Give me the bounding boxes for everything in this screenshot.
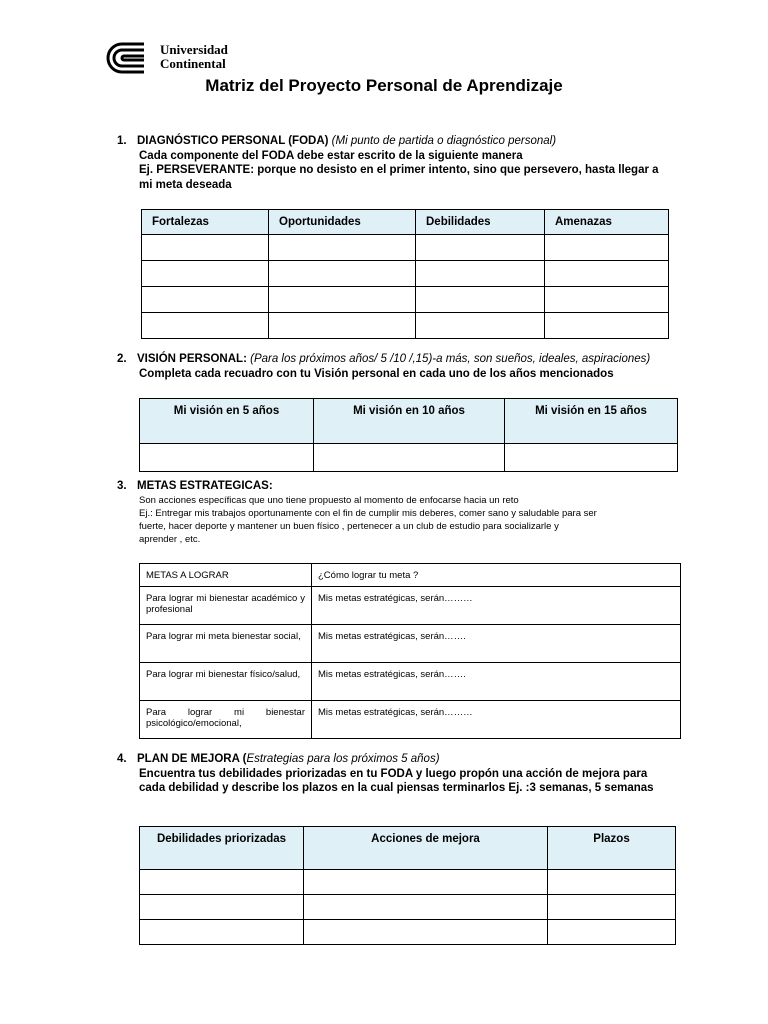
foda-cell[interactable]: [545, 261, 669, 287]
foda-cell[interactable]: [269, 261, 416, 287]
foda-cell[interactable]: [416, 287, 545, 313]
table-row: [142, 235, 669, 261]
strategy-cell[interactable]: Mis metas estratégicas, serán………: [312, 701, 681, 739]
foda-cell[interactable]: [416, 235, 545, 261]
vision-cell[interactable]: [505, 444, 678, 472]
section-1-text: 1. DIAGNÓSTICO PERSONAL (FODA) (Mi punto de partida o diagnóstico personal) Cada componente del FODA debe estar escrito de la siguiente manera Ej. PERSEVERANTE: porque no desisto en el primer intento, sino que persevero, hasta llegar a mi meta deseada: [117, 135, 659, 191]
plan-cell[interactable]: [548, 895, 676, 920]
university-name: Universidad Continental: [160, 42, 228, 71]
foda-cell[interactable]: [142, 287, 269, 313]
table-row: [142, 261, 669, 287]
foda-cell[interactable]: [416, 261, 545, 287]
foda-cell[interactable]: [142, 235, 269, 261]
plan-cell[interactable]: [548, 920, 676, 945]
section-4-text: 4. PLAN DE MEJORA (Estrategias para los próximos 5 años) Encuentra tus debilidades priorizadas en tu FODA y luego propón una acción de mejora para cada debilidad y describe los plazos en la cual piensas terminarlos Ej. :3 semanas, 5 semanas: [117, 753, 654, 794]
foda-cell[interactable]: [269, 287, 416, 313]
goal-cell: Para lograr mi bienestar psicológico/emocional,: [140, 701, 312, 739]
foda-cell[interactable]: [142, 261, 269, 287]
column-header-metas: METAS A LOGRAR: [140, 564, 312, 587]
column-header-oportunidades: Oportunidades: [269, 210, 416, 235]
table-row: [142, 287, 669, 313]
column-header-amenazas: Amenazas: [545, 210, 669, 235]
vision-cell[interactable]: [140, 444, 314, 472]
goal-cell: Para lograr mi meta bienestar social,: [140, 625, 312, 663]
section-3-text: 3. METAS ESTRATEGICAS:: [117, 480, 273, 492]
column-header-vision-10: Mi visión en 10 años: [314, 399, 505, 444]
column-header-como: ¿Cómo lograr tu meta ?: [312, 564, 681, 587]
plan-cell[interactable]: [140, 920, 304, 945]
foda-cell[interactable]: [545, 287, 669, 313]
strategy-cell[interactable]: Mis metas estratégicas, serán…….: [312, 625, 681, 663]
university-logo-icon: [104, 40, 154, 76]
column-header-fortalezas: Fortalezas: [142, 210, 269, 235]
plan-cell[interactable]: [548, 870, 676, 895]
table-row: [140, 587, 681, 625]
table-row: [140, 625, 681, 663]
metas-table: [139, 563, 681, 739]
foda-cell[interactable]: [545, 235, 669, 261]
plan-mejora-table: [139, 826, 676, 945]
table-row: [140, 895, 676, 920]
column-header-vision-5: Mi visión en 5 años: [140, 399, 314, 444]
foda-cell[interactable]: [416, 313, 545, 339]
goal-cell: Para lograr mi bienestar académico y profesional: [140, 587, 312, 625]
plan-cell[interactable]: [304, 870, 548, 895]
section-3-description: Son acciones específicas que uno tiene propuesto al momento de enfocarse hacia un reto Ej.: Entregar mis trabajos oportunamente con el fin de cumplir mis deberes, comer sano y saludable para ser fuerte, hacer deporte y mantener un buen físico , pertenecer a un club de estudio para socializarle y aprender , etc.: [139, 495, 597, 545]
foda-table: [141, 209, 669, 339]
strategy-cell[interactable]: Mis metas estratégicas, serán………: [312, 587, 681, 625]
vision-cell[interactable]: [314, 444, 505, 472]
plan-cell[interactable]: [304, 895, 548, 920]
column-header-debilidades: Debilidades: [416, 210, 545, 235]
column-header-plazos: Plazos: [548, 827, 676, 870]
table-row: [142, 313, 669, 339]
table-row: [140, 920, 676, 945]
table-row: [140, 701, 681, 739]
column-header-acciones: Acciones de mejora: [304, 827, 548, 870]
column-header-vision-15: Mi visión en 15 años: [505, 399, 678, 444]
foda-cell[interactable]: [142, 313, 269, 339]
table-row: [140, 870, 676, 895]
vision-table: [139, 398, 678, 472]
foda-cell[interactable]: [269, 235, 416, 261]
table-row: [140, 663, 681, 701]
plan-cell[interactable]: [140, 895, 304, 920]
foda-cell[interactable]: [269, 313, 416, 339]
section-2-text: 2. VISIÓN PERSONAL: (Para los próximos años/ 5 /10 /,15)-a más, son sueños, ideales, aspiraciones) Completa cada recuadro con tu Visión personal en cada uno de los años mencionados: [117, 353, 651, 380]
page-title: Matriz del Proyecto Personal de Aprendizaje: [205, 76, 563, 95]
strategy-cell[interactable]: Mis metas estratégicas, serán…….: [312, 663, 681, 701]
plan-cell[interactable]: [304, 920, 548, 945]
column-header-debilidades-priorizadas: Debilidades priorizadas: [140, 827, 304, 870]
table-row: [140, 444, 678, 472]
plan-cell[interactable]: [140, 870, 304, 895]
foda-cell[interactable]: [545, 313, 669, 339]
goal-cell: Para lograr mi bienestar físico/salud,: [140, 663, 312, 701]
